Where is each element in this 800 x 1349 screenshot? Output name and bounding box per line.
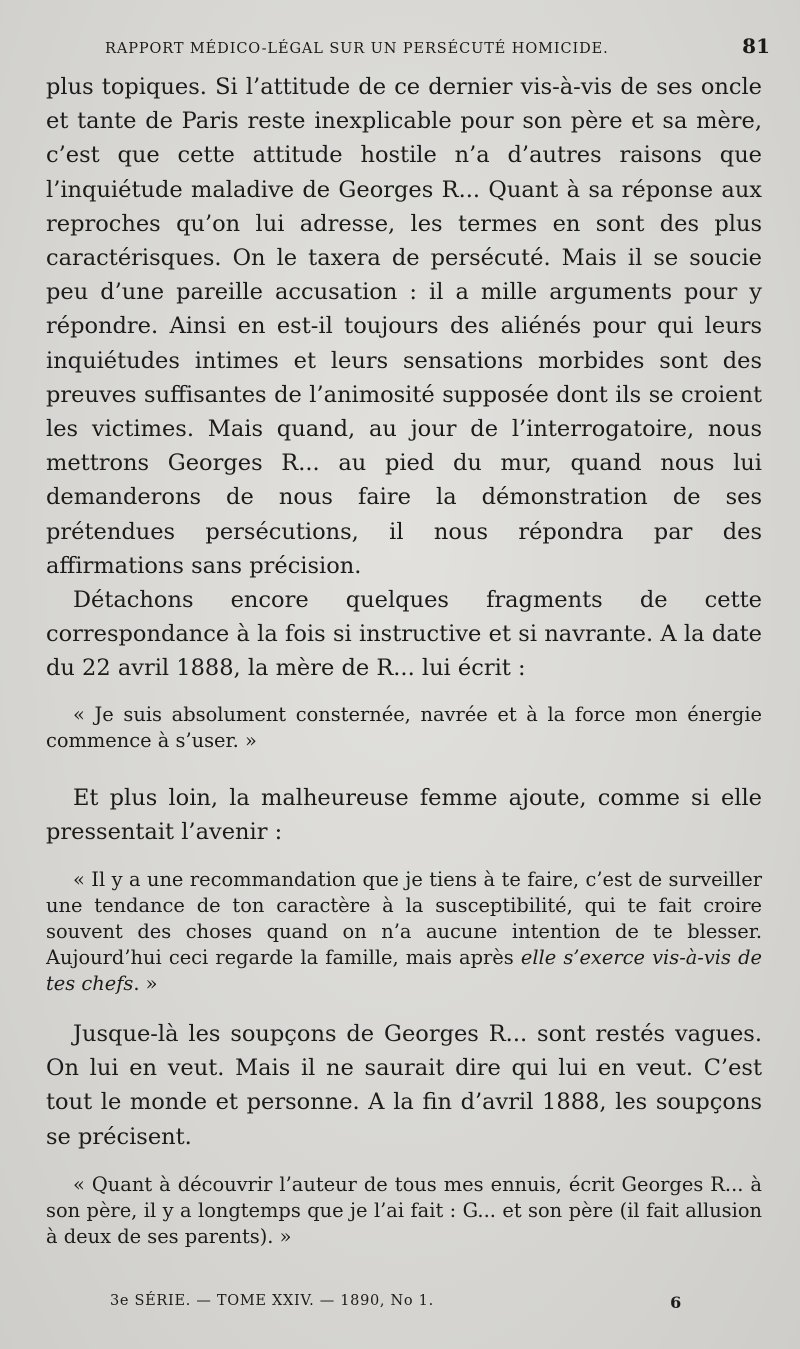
quotation-2-close: . » <box>133 972 158 996</box>
paragraph-2: Détachons encore quelques fragments de cette correspondance à la fois si instructive et si navrante. A la date du 22 avril 1888, la mère de R... lui écrit : <box>46 587 762 682</box>
page-number: 81 <box>742 34 770 58</box>
page-footer <box>110 1293 682 1312</box>
quotation-2-italic: elle s’exerce vis-à-vis de tes chefs <box>46 946 762 996</box>
page-body <box>46 70 762 1250</box>
paragraph-1: plus topiques. Si l’attitude de ce dernier vis-à-vis de ses oncle et tante de Paris reste inexplicable pour son père et sa mère, c’est que cette attitude hostile n’a d’autres raisons que l’inquiétude maladive de Georges R... Quant à sa réponse aux reproches qu’on lui adresse, les termes en sont des plus caractérisques. On le taxera de persécuté. Mais il se soucie peu d’une pareille accusation : il a mille arguments pour y répondre. Ainsi en est-il toujours des aliénés pour qui leurs inquiétudes intimes et leurs sensations morbides sont des preuves suffisantes de l’animosité supposée dont ils se croient les victimes. Mais quand, au jour de l’interrogatoire, nous mettrons Georges R... au pied du mur, quand nous lui demanderons de nous faire la démonstration de ses prétendues persécutions, il nous répondra par des affirmations sans précision. <box>46 74 762 579</box>
paragraph-3: Et plus loin, la malheureuse femme ajoute, comme si elle pressentait l’avenir : <box>46 784 762 845</box>
quotation-3: « Quant à découvrir l’auteur de tous mes ennuis, écrit Georges R... à son père, il y a longtemps que je l’ai fait : G... et son père (il fait allusion à deux de ses parents). » <box>46 1172 762 1248</box>
running-title: RAPPORT MÉDICO-LÉGAL SUR UN PERSÉCUTÉ HOMICIDE. <box>105 41 609 57</box>
signature-mark: 6 <box>670 1293 682 1312</box>
running-head <box>105 34 770 64</box>
quotation-2 <box>46 867 762 997</box>
paragraph-4: Jusque-là les soupçons de Georges R... sont restés vagues. On lui en veut. Mais il ne saurait dire qui lui en veut. C’est tout le monde et personne. A la fin d’avril 1888, les soupçons se précisent. <box>46 1021 762 1150</box>
quotation-1: « Je suis absolument consternée, navrée et à la force mon énergie commence à s’user. » <box>46 702 762 752</box>
quotation-2-text: « Il y a une recommandation que je tiens à te faire, c’est de surveiller une tendance de ton caractère à la susceptibilité, qui te fait croire souvent des choses quand on n’a aucune intention de te blesser. Aujourd’hui ceci regarde la famille, mais après <box>46 868 762 970</box>
series-info: 3e SÉRIE. — TOME XXIV. — 1890, No 1. <box>110 1293 434 1309</box>
